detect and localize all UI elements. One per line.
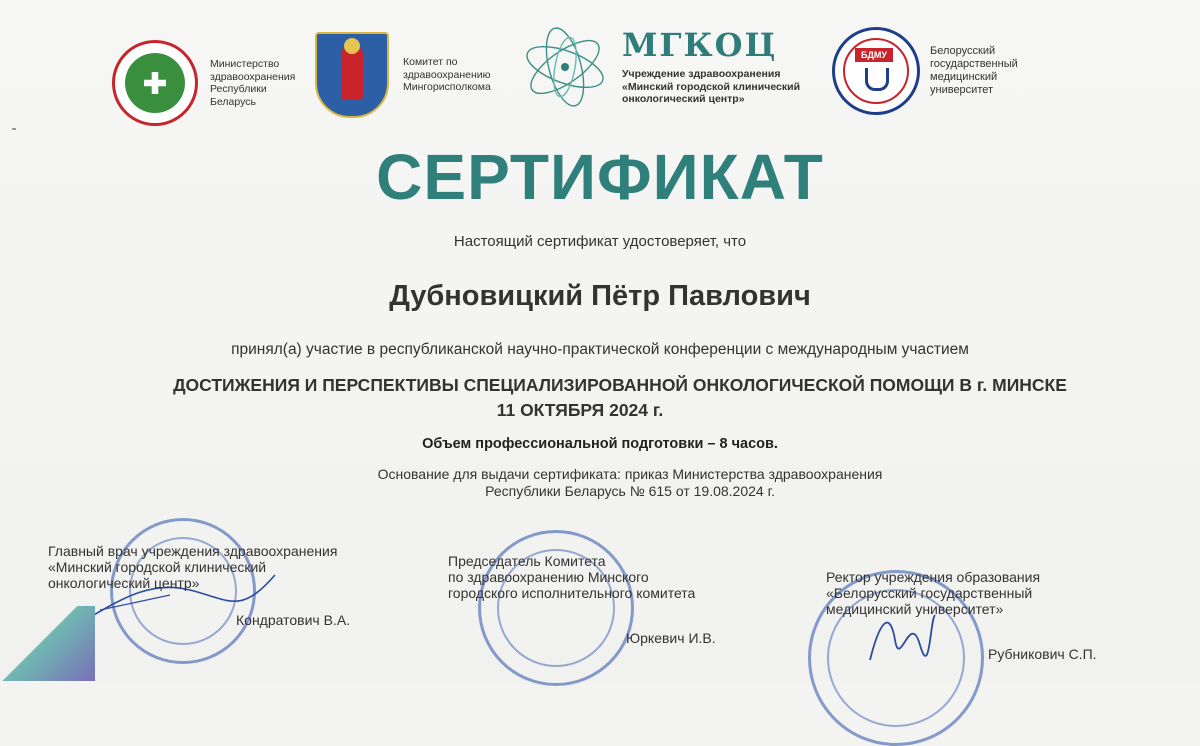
decorative-corner (0, 606, 95, 681)
mgkoc-block (520, 22, 800, 112)
conference-date: 11 ОКТЯБРЯ 2024 г. (496, 400, 664, 420)
conference-title: ДОСТИЖЕНИЯ И ПЕРСПЕКТИВЫ СПЕЦИАЛИЗИРОВАННОЙ ОНКОЛОГИЧЕСКОЙ ПОМОЩИ В г. МИНСКЕ (173, 375, 1067, 395)
certificate-title: СЕРТИФИКАТ (376, 141, 824, 213)
signature-title-1: Главный врач учреждения здравоохранения «Минский городской клинический онкологический центр» (48, 543, 338, 591)
participation-text: принял(а) участие в республиканской научно-практической конференции с международным участием (231, 341, 969, 358)
ministry-block (112, 40, 295, 126)
recipient-name: Дубновицкий Пётр Павлович (389, 280, 811, 312)
mgkoc-globe-icon (520, 22, 610, 112)
margin-mark (12, 128, 16, 130)
signature-title-2: Председатель Комитета по здравоохранению Минского городского исполнительного комитета (448, 553, 696, 601)
signature-name-2: Юркевич И.В. (626, 630, 716, 646)
mgkoc-subtitle: Учреждение здравоохранения «Минский городской клинический онкологический центр» (622, 68, 801, 106)
university-seal-badge: БДМУ (855, 48, 893, 62)
ministry-seal-icon (112, 40, 198, 126)
signature-name-1: Кондратович В.А. (236, 612, 351, 628)
mgkoc-title: МГКОЦ (622, 26, 778, 65)
training-volume: Объем профессиональной подготовки – 8 часов. (422, 436, 778, 452)
committee-name: Комитет по здравоохранению Мингорисполкома (403, 56, 491, 94)
university-name: Белорусский государственный медицинский университет (930, 45, 1018, 96)
committee-block (315, 32, 491, 118)
university-seal-icon (832, 27, 920, 115)
ministry-name: Министерство здравоохранения Республики Беларусь (210, 58, 296, 108)
certifies-text: Настоящий сертификат удостоверяет, что (453, 233, 747, 250)
university-block (832, 27, 1018, 115)
issuance-basis: Основание для выдачи сертификата: приказ Министерства здравоохранения Республики Беларусь № 615 от 19.08.2024 г. (377, 466, 883, 499)
signature-title-3: Ректор учреждения образования «Белорусский государственный медицинский университет» (826, 569, 1041, 617)
minsk-coat-of-arms-icon (315, 32, 389, 118)
signature-name-3: Рубникович С.П. (988, 646, 1097, 662)
